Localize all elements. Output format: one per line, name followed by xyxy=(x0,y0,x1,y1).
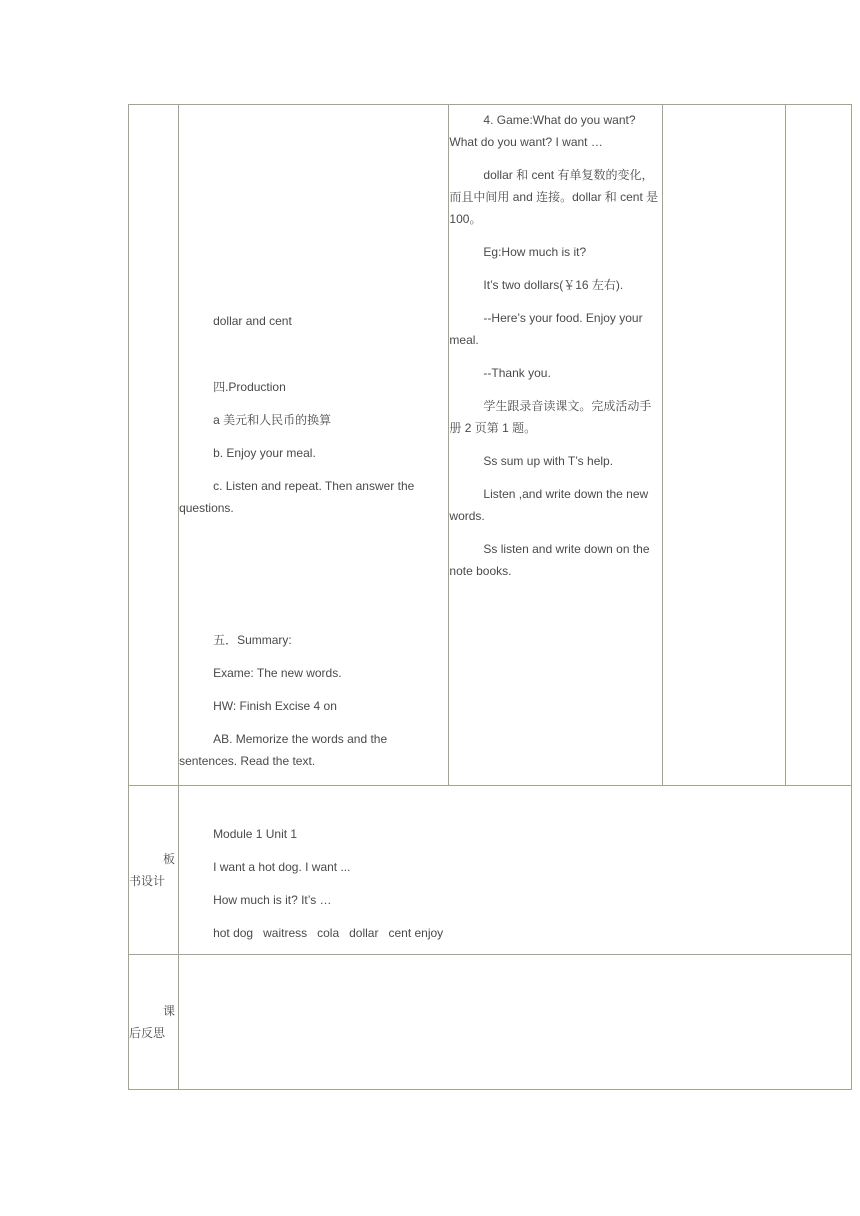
teacher-content-cell xyxy=(179,105,449,786)
activity-line: Eg:How much is it? xyxy=(483,245,587,259)
content-line: HW: Finish Excise 4 on xyxy=(213,699,337,713)
process-label-cell xyxy=(129,105,179,786)
board-design-content xyxy=(179,786,852,955)
activity-line: Ss sum up with T’s help. xyxy=(483,454,614,468)
board-design-row xyxy=(129,786,852,955)
student-activity-cell xyxy=(449,105,662,786)
activity-line: --Thank you. xyxy=(483,366,551,380)
board-design-label: 板书设计 xyxy=(129,786,179,955)
board-line: Module 1 Unit 1 xyxy=(213,827,298,841)
empty-cell xyxy=(785,105,851,786)
content-line: Exame: The new words. xyxy=(213,666,342,680)
empty-cell xyxy=(662,105,785,786)
content-line: b. Enjoy your meal. xyxy=(213,446,316,460)
lesson-plan-table xyxy=(128,104,852,1090)
content-line: c. Listen and repeat. Then answer the questions. xyxy=(179,479,415,515)
content-line: dollar and cent xyxy=(213,314,292,328)
teaching-process-row xyxy=(129,105,852,786)
reflection-content xyxy=(179,955,852,1090)
reflection-row xyxy=(129,955,852,1090)
activity-line: 4. Game:What do you want? What do you want? I want … xyxy=(449,113,636,149)
activity-line: Listen ,and write down the new words. xyxy=(449,487,649,523)
activity-line: dollar 和 cent 有单复数的变化，而且中间用 and 连接。dollar 和 cent 是 100。 xyxy=(449,168,659,226)
activity-line: Ss listen and write down on the note books. xyxy=(449,542,650,578)
section-heading: 五．Summary: xyxy=(213,633,292,647)
activity-line: 学生跟录音读课文。完成活动手册 2 页第 1 题。 xyxy=(449,399,652,435)
board-line: I want a hot dog. I want ... xyxy=(213,860,351,874)
board-line: hot dog waitress cola dollar cent enjoy xyxy=(213,926,444,940)
content-line: a 美元和人民币的换算 xyxy=(213,413,332,427)
activity-line: --Here’s your food. Enjoy your meal. xyxy=(449,311,643,347)
section-heading: 四.Production xyxy=(213,380,286,394)
reflection-label: 课后反思 xyxy=(129,955,179,1090)
content-line: AB. Memorize the words and the sentences. Read the text. xyxy=(179,732,388,768)
board-line: How much is it? It’s … xyxy=(213,893,332,907)
activity-line: It’s two dollars(￥16 左右). xyxy=(483,278,624,292)
